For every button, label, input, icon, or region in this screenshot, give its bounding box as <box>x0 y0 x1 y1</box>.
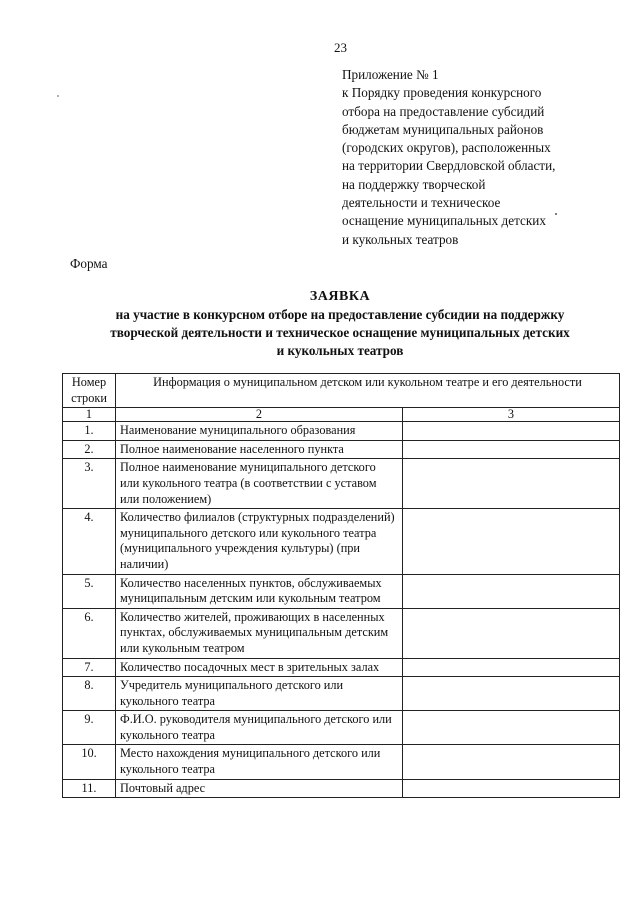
header-theater-info: Информация о муниципальном детском или кукольном театре и его деятельности <box>116 374 620 408</box>
row-number: 7. <box>63 658 116 677</box>
appendix-line: к Порядку проведения конкурсного <box>342 85 542 101</box>
table-row <box>63 440 620 459</box>
table-row <box>63 459 620 509</box>
table-header-row <box>63 374 620 408</box>
row-number: 2. <box>63 440 116 459</box>
row-value-cell[interactable] <box>403 677 620 711</box>
column-number: 2 <box>116 408 403 422</box>
application-table <box>62 373 620 798</box>
table-row <box>63 779 620 798</box>
scan-speck <box>555 213 557 215</box>
row-label: Количество посадочных мест в зрительных залах <box>116 658 403 677</box>
appendix-line: на поддержку творческой <box>342 176 486 192</box>
row-value-cell[interactable] <box>403 658 620 677</box>
row-value-cell[interactable] <box>403 459 620 509</box>
row-value-cell[interactable] <box>403 711 620 745</box>
row-number: 10. <box>63 745 116 779</box>
table-row <box>63 745 620 779</box>
row-value-cell[interactable] <box>403 440 620 459</box>
table-row <box>63 677 620 711</box>
row-label: Учредитель муниципального детского или кукольного театра <box>116 677 403 711</box>
row-label: Почтовый адрес <box>116 779 403 798</box>
row-label: Количество жителей, проживающих в населенных пунктах, обслуживаемых муниципальным детским или кукольным театром <box>116 608 403 658</box>
appendix-line: и кукольных театров <box>342 231 459 247</box>
column-number: 3 <box>403 408 620 422</box>
table-row <box>63 658 620 677</box>
form-label: Форма <box>70 256 108 271</box>
row-number: 3. <box>63 459 116 509</box>
appendix-line: отбора на предоставление субсидий <box>342 103 545 119</box>
table-row <box>63 608 620 658</box>
row-label: Место нахождения муниципального детского или кукольного театра <box>116 745 403 779</box>
appendix-line: Приложение № 1 <box>342 67 439 82</box>
title-sub-line: и кукольных театров <box>276 343 404 358</box>
appendix-line: бюджетам муниципальных районов <box>342 121 544 137</box>
row-label: Количество филиалов (структурных подразделений) муниципального детского или кукольного театра (муниципального учреждения культуры) (при наличии) <box>116 509 403 574</box>
column-number: 1 <box>63 408 116 422</box>
row-number: 6. <box>63 608 116 658</box>
row-value-cell[interactable] <box>403 574 620 608</box>
appendix-line: на территории Свердловской области, <box>342 158 556 174</box>
row-number: 11. <box>63 779 116 798</box>
row-label: Ф.И.О. руководителя муниципального детского или кукольного театра <box>116 711 403 745</box>
scan-speck <box>57 95 59 97</box>
title-sub-line: на участие в конкурсном отборе на предоставление субсидии на поддержку <box>115 307 565 322</box>
row-number: 5. <box>63 574 116 608</box>
appendix-line: (городских округов), расположенных <box>342 140 551 156</box>
row-value-cell[interactable] <box>403 608 620 658</box>
row-number: 9. <box>63 711 116 745</box>
row-value-cell[interactable] <box>403 509 620 574</box>
row-label: Полное наименование населенного пункта <box>116 440 403 459</box>
table-row <box>63 509 620 574</box>
table-row <box>63 422 620 441</box>
row-value-cell[interactable] <box>403 779 620 798</box>
column-number-row <box>63 408 620 422</box>
row-label: Количество населенных пунктов, обслуживаемых муниципальным детским или кукольным театром <box>116 574 403 608</box>
row-value-cell[interactable] <box>403 745 620 779</box>
document-title <box>60 287 620 360</box>
title-sub-line: творческой деятельности и техническое оснащение муниципальных детских <box>110 325 570 340</box>
appendix-line: деятельности и техническое <box>342 195 501 211</box>
appendix-line: оснащение муниципальных детских <box>342 213 546 229</box>
table-row <box>63 574 620 608</box>
title-main: ЗАЯВКА <box>309 289 371 304</box>
appendix-header <box>342 66 612 249</box>
row-number: 1. <box>63 422 116 441</box>
row-value-cell[interactable] <box>403 422 620 441</box>
page-number: 23 <box>334 40 347 55</box>
row-label: Наименование муниципального образования <box>116 422 403 441</box>
header-row-number: Номер строки <box>63 374 116 408</box>
row-number: 4. <box>63 509 116 574</box>
row-label: Полное наименование муниципального детского или кукольного театра (в соответствии с уставом или положением) <box>116 459 403 509</box>
table-row <box>63 711 620 745</box>
row-number: 8. <box>63 677 116 711</box>
